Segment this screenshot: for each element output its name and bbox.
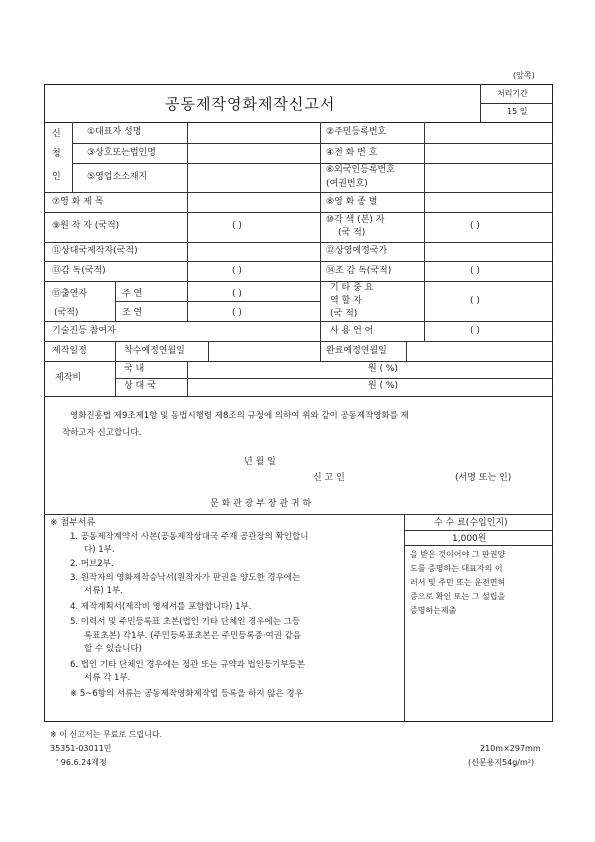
divider [406, 341, 407, 361]
assistant-director-nationality: ( ) [470, 266, 480, 276]
phone-label: ④전 화 번 호 [326, 148, 378, 158]
divider [44, 361, 553, 362]
attachment-line: 3. 원작자의 영화제작승낙서(원작자가 판권을 양도한 경우에는 [70, 573, 301, 583]
director-nationality: ( ) [232, 266, 242, 276]
page-side-label: (앞쪽) [513, 71, 535, 80]
passport-number-label: (여권번호) [326, 179, 368, 189]
attachment-line: 5. 이력서 및 주민등록표 초본(법인 기타 단체인 경우에는 그등 [70, 617, 301, 627]
language-label: 사 용 언 어 [330, 326, 374, 336]
divider [480, 103, 553, 104]
assistant-director-label: ⑭조 감 독(국적) [326, 266, 392, 276]
film-type-label: ⑧영 화 종 별 [326, 197, 378, 207]
paper-size: 210m×297mm [480, 744, 541, 753]
office-address-label: ⑤영업소소재지 [87, 172, 148, 182]
applicant-label-2: 청 [52, 149, 61, 159]
language-value: ( ) [470, 326, 480, 336]
divider [424, 281, 425, 321]
film-title-label: ⑦영 화 제 목 [52, 197, 104, 207]
representative-name-label: ①대표자 성명 [87, 127, 142, 137]
paper-type: (신문용지54g/m²) [468, 758, 535, 767]
free-form-note: ※ 이 신고서는 무료로 드립니다. [50, 730, 163, 739]
other-role-label-2: 역 할 자 [330, 296, 362, 306]
end-date-label: 완료예정연월일 [326, 346, 387, 356]
attachment-line: 록표초본) 각1부. (주민등록표초본은 주민등록증·여권 같음 [84, 631, 302, 641]
fee-note: 을 받은 것이어야 그 판권양 [410, 550, 506, 559]
screenwriter-nationality: ( ) [470, 221, 480, 231]
declaration-line-2: 작하고자 신고합니다. [62, 428, 142, 438]
fee-label: 수 수 료(수입인지) [434, 518, 508, 528]
attachment-line: 서류) 1부. [84, 586, 123, 596]
release-country-label: ⑫상영예정국가 [326, 246, 388, 256]
processing-period-label: 처리기간 [497, 89, 528, 98]
divider [44, 261, 553, 262]
fee-note: 도를 증명하는 대표자의 이 [410, 564, 503, 573]
fee-note: 러서 및 주민 또는 운전면허 [410, 578, 506, 587]
divider [115, 341, 116, 396]
applicant-label-3: 인 [52, 172, 61, 182]
author-nationality: ( ) [232, 221, 242, 231]
divider [424, 321, 425, 341]
divider [187, 192, 188, 288]
signature-note: (서명 또는 인) [455, 473, 512, 483]
divider [72, 122, 73, 192]
form-code: 35351-03011민 [50, 744, 112, 753]
divider [44, 341, 553, 342]
foreign-label: 상 대 국 [124, 381, 156, 391]
screenwriter-nationality-label: (국 적) [338, 228, 366, 238]
divider [115, 378, 553, 379]
declaration-line-1: 영화진흥법 제9조제1항 및 동법시행령 제8조의 규정에 의하여 위와 같이 공동제작영화를 제 [70, 411, 409, 421]
supporting-actor-label: 조 연 [122, 308, 143, 318]
start-date-label: 착수예정연월일 [124, 346, 185, 356]
schedule-label: 제작일정 [52, 346, 87, 356]
divider [44, 212, 553, 213]
divider [44, 281, 553, 282]
divider [404, 530, 553, 531]
fee-note: 증으로 확인 또는 그 설립을 [410, 592, 506, 601]
divider [404, 545, 553, 546]
domestic-label: 국 내 [124, 364, 145, 374]
date-line: 년 월 일 [244, 457, 276, 467]
fee-note: 증명하는제출 [410, 606, 457, 615]
attachment-line: 다) 1부. [84, 545, 115, 555]
divider [320, 122, 321, 192]
supporting-nationality: ( ) [232, 308, 242, 318]
lead-actor-label: 주 연 [122, 289, 143, 299]
company-name-label: ③상호또는법인명 [87, 148, 156, 158]
divider [44, 396, 553, 397]
divider [320, 281, 321, 321]
divider [44, 321, 553, 322]
tech-staff-label: 기술진등 참여자 [52, 326, 116, 336]
attachment-line: 1. 공동제작계약서 사본(공동제작상대국 주재 공관장의 확인합니 [70, 532, 309, 542]
divider [187, 122, 188, 192]
resident-number-label: ②주민등록번호 [326, 127, 387, 137]
attachment-line: 6. 법인 기타 단체인 경우에는 정관 또는 규약과 법인등기부등본 [70, 660, 306, 670]
fee-amount: 1,000원 [452, 534, 487, 544]
original-author-label: ⑨원 작 자 (국적) [52, 221, 120, 231]
attachment-line: ※ 5~6항의 서류는 공동제작영화제작업 등록을 하지 않은 경우 [70, 689, 303, 699]
divider [424, 192, 425, 288]
form-date: ' 96.6.24제정 [56, 758, 107, 767]
divider [72, 163, 553, 164]
counterpart-producer-label: ⑪상대국제작자(국적) [52, 246, 138, 256]
cast-label: ⑮출연자 [52, 289, 88, 299]
divider [320, 321, 321, 341]
divider [44, 192, 553, 193]
attachment-line: 2. 머브2부. [70, 559, 114, 569]
reporter-label: 신 고 인 [313, 473, 345, 483]
attachment-line: 할 수 있습니다) [84, 644, 142, 654]
divider [44, 242, 553, 243]
divider [320, 341, 321, 361]
applicant-label-1: 신 [52, 129, 61, 139]
divider [72, 143, 553, 144]
divider [320, 192, 321, 288]
attachment-line: 4. 제작계획서(제작비 명세서를 포함합니다) 1부. [70, 602, 252, 612]
foreign-amount: 원 ( %) [368, 381, 398, 391]
processing-period-value: 15 일 [507, 107, 528, 116]
other-role-label-1: 기 타 중 요 [330, 283, 374, 293]
form-title: 공동제작영화제작신고서 [165, 95, 336, 113]
divider [44, 514, 553, 515]
other-role-label-3: (국 적) [330, 309, 358, 319]
domestic-amount: 원 ( %) [368, 364, 398, 374]
director-label: ⑬감 독(국적) [52, 266, 106, 276]
screenwriter-label: ⑩각 색 (본) 자 [326, 215, 385, 225]
divider [44, 122, 553, 123]
cast-nationality-label: (국적) [54, 308, 79, 318]
divider [424, 122, 425, 192]
foreigner-number-label: ⑥외국인등록번호 [326, 165, 395, 175]
lead-nationality: ( ) [232, 289, 242, 299]
other-role-nationality: ( ) [470, 296, 480, 306]
production-cost-label: 제작비 [55, 373, 82, 383]
attachments-header: ※ 첨부서류 [50, 518, 96, 528]
attachment-line: 서류 각 1부. [84, 673, 131, 683]
divider [115, 301, 320, 302]
divider [208, 341, 209, 361]
addressee: 문 화 관 광 부 장 관 귀 하 [210, 499, 312, 509]
